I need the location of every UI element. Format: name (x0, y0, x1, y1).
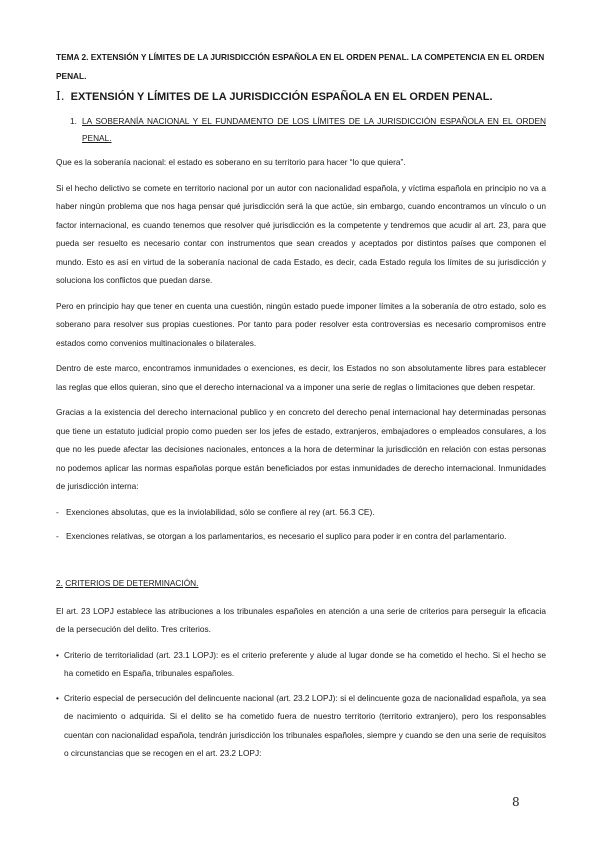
dash-marker: - (56, 531, 59, 541)
list-item-text: Criterio de territorialidad (art. 23.1 LOPJ): es el criterio preferente y alude al lugar donde se ha cometido el hecho. Si el hecho se ha cometido en España, tribunales españoles. (64, 649, 546, 678)
paragraph: Dentro de este marco, encontramos inmunidades o exenciones, es decir, los Estados no son absolutamente libres para establecer las reglas que ellos quieran, sino que el derecho internacional va a imponer una serie de reglas o limitaciones que deben respetar. (56, 363, 546, 392)
list-item-text: Criterio especial de persecución del delincuente nacional (art. 23.2 LOPJ): si el delincuente goza de nacionalidad española, ya sea de nacimiento o adquirida. Si el delito se ha cometido fuera de nuestro territorio (territorio extranjero), pero los responsables cuentan con nacionalidad española, tendrán jurisdicción los tribunales españoles, siempre y cuando se den una serie de requisitos o circunstancias que se recogen en el art. 23.2 LOPJ: (64, 692, 546, 758)
bullet-marker: • (56, 649, 59, 660)
list-item-text: Exenciones relativas, se otorgan a los parlamentarios, es necesario el suplico para poder ir en contra del parlamentario. (66, 531, 507, 541)
subsection-heading (56, 576, 546, 590)
subsection-number: 1. (70, 116, 77, 126)
list-item (56, 503, 546, 522)
chapter-title: TEMA 2. EXTENSIÓN Y LÍMITES DE LA JURISDICCIÓN ESPAÑOLA EN EL ORDEN PENAL. LA COMPETENCIA EN EL ORDEN PENAL. (56, 52, 545, 81)
subsection-title: LA SOBERANÍA NACIONAL Y EL FUNDAMENTO DE LOS LÍMITES DE LA JURISDICCIÓN ESPAÑOLA EN EL ORDEN PENAL. (82, 116, 546, 143)
list-item-text: Exenciones absolutas, que es la inviolabilidad, sólo se confiere al rey (art. 56.3 CE). (66, 506, 375, 517)
list-item (56, 527, 546, 546)
subsection-title: CRITERIOS DE DETERMINACIÓN. (65, 577, 199, 588)
section-title: EXTENSIÓN Y LÍMITES DE LA JURISDICCIÓN ESPAÑOLA EN EL ORDEN PENAL. (70, 91, 493, 103)
list-item (56, 646, 546, 683)
section-number: I. (56, 89, 65, 103)
subsection-heading (70, 113, 546, 147)
paragraph: Pero en principio hay que tener en cuenta una cuestión, ningún estado puede imponer límites a la soberanía de otro estado, solo es soberano para resolver sus propias cuestiones. Por tanto para poder resolver esta controversias es necesario compromisos entre estados como convenios multinacionales o bilaterales. (56, 300, 546, 348)
paragraph: Gracias a la existencia del derecho internacional publico y en concreto del derecho penal internacional hay determinadas personas que tiene un estatuto judicial propio como pueden ser los jefes de estado, extranjeros, embajadores o empleados consulares, a los que no les puede afectar las decisiones nacionales, entonces a la hora de determinar la jurisdicción en relación con estas personas no podemos aplicar las normas españolas porque están beneficiados por estas inmunidades de derecho internacional. Inmunidades de jurisdicción interna: (56, 407, 546, 491)
page-number: 8 (512, 795, 520, 809)
dash-marker: - (56, 506, 59, 517)
bullet-marker: • (56, 692, 59, 703)
section-heading (56, 88, 546, 105)
paragraph: Que es la soberanía nacional: el estado es soberano en su territorio para hacer “lo que quiera”. (56, 157, 406, 167)
paragraph: El art. 23 LOPJ establece las atribuciones a los tribunales españoles en atención a una serie de criterios para perseguir la eficacia de la persecución del delito. Tres criterios. (56, 605, 546, 634)
subsection-number: 2. (56, 577, 63, 588)
paragraph: Si el hecho delictivo se comete en territorio nacional por un autor con nacionalidad española, y víctima española en principio no va a haber ningún problema que nos haga pensar qué jurisdicción será la que actúe, sin embargo, cuando encontramos un vínculo o un factor internacional, es cuando tenemos que resolver qué jurisdicción es la competente y tendremos que acudir al art. 23, para que pueda ser resuelto es necesario contar con instrumentos que sean creados y aceptados por distintos países que componen el mundo. Esto es así en virtud de la soberanía nacional de cada Estado, es decir, cada Estado regula los límites de su jurisdicción y soluciona los conflictos que puedan darse. (56, 182, 546, 285)
page-content (56, 48, 546, 769)
list-item (56, 689, 546, 763)
